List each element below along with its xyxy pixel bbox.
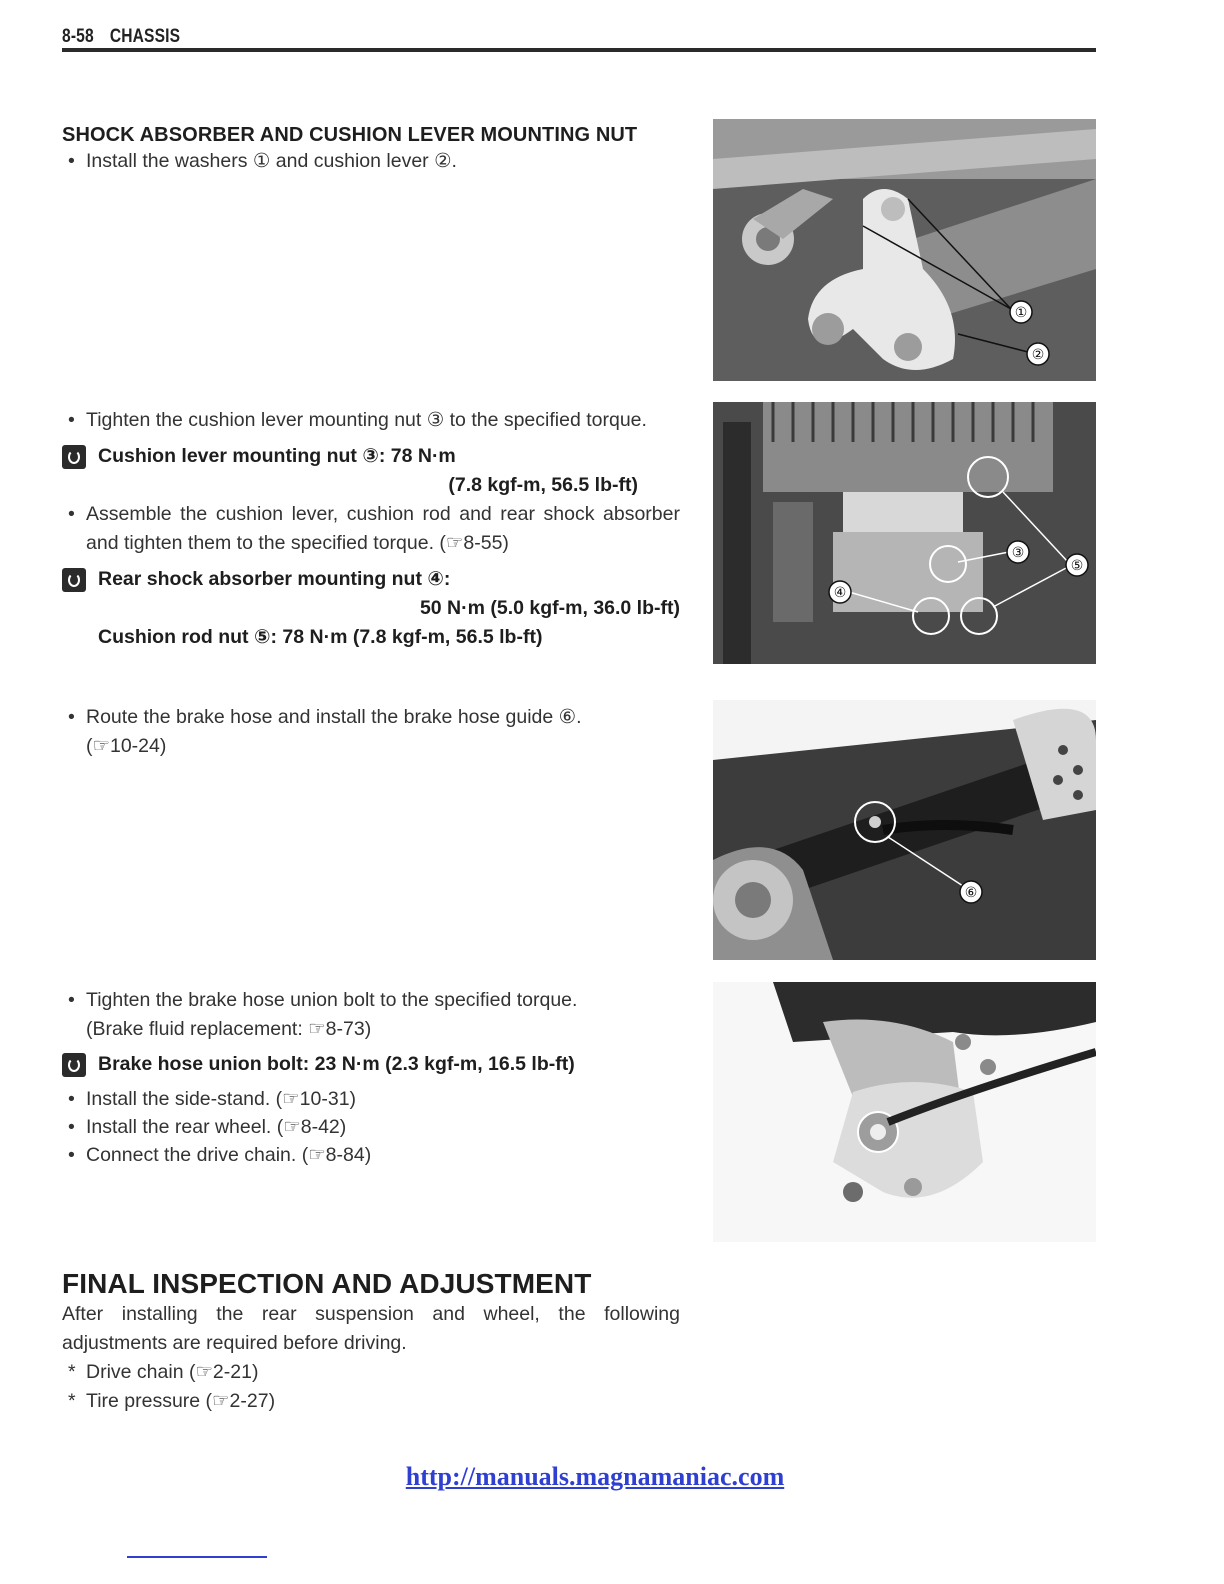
section-torque-block: [62, 406, 680, 652]
footer-website-link[interactable]: http://manuals.magnamaniac.com: [405, 1462, 785, 1491]
step-connect-drive-chain: • Connect the drive chain. (☞8-84): [62, 1141, 680, 1169]
callout-label: ④: [833, 585, 847, 601]
section-union-bolt-block: [62, 986, 680, 1169]
step-assemble-lever: [62, 500, 680, 558]
torque-values: (7.8 kgf-m, 56.5 lb-ft): [448, 474, 638, 496]
section-brake-hose-block: [62, 703, 680, 761]
header-rule: [62, 48, 1096, 52]
step-install-side-stand: • Install the side-stand. (☞10-31): [62, 1085, 680, 1113]
figure-brake-hose-guide-photo: [713, 700, 1096, 960]
page-header: [62, 26, 910, 48]
callout-label: ①: [1014, 305, 1028, 321]
section-intro: After installing the rear suspension and wheel, the following adjustments are required before driving.: [62, 1303, 680, 1354]
section-title: FINAL INSPECTION AND ADJUSTMENT: [62, 1268, 592, 1299]
section-final-inspection: [62, 1268, 680, 1416]
step-tighten-union-bolt: • Tighten the brake hose union bolt to the specified torque.: [62, 986, 680, 1015]
torque-label: Rear shock absorber mounting nut ④:: [98, 568, 451, 590]
torque-values: 50 N·m (5.0 kgf-m, 36.0 lb-ft): [419, 597, 680, 619]
reference-link[interactable]: (☞10-24): [86, 735, 167, 757]
section-shock-title-block: [62, 124, 680, 176]
footer-rule: [127, 1556, 267, 1558]
torque-spec-shock-nut: [62, 565, 680, 623]
torque-spec-rod-nut: Cushion rod nut ⑤: 78 N·m (7.8 kgf-m, 56.5 lb-ft): [98, 626, 543, 648]
torque-spec-union-bolt: [62, 1050, 680, 1079]
torque-label: Brake hose union bolt: 23 N·m (2.3 kgf-m, 16.5 lb-ft): [98, 1053, 575, 1075]
photo-illustration: [713, 119, 1096, 381]
list-item: * Drive chain (☞2-21): [62, 1358, 680, 1387]
step-route-brake-hose: • Route the brake hose and install the brake hose guide ⑥.: [62, 703, 680, 732]
figure-cushion-lever-photo: [713, 119, 1096, 381]
page-number: 8-58: [62, 26, 94, 47]
torque-label: Cushion lever mounting nut ③: 78 N·m: [98, 445, 456, 467]
photo-illustration: [713, 700, 1096, 960]
callout-label: ⑤: [1070, 558, 1084, 574]
reference-link[interactable]: (☞8-55): [439, 532, 509, 554]
step-text: Assemble the cushion lever, cushion rod and rear shock absorber and tighten them to the specified torque.: [86, 503, 680, 554]
photo-illustration: [713, 982, 1096, 1242]
step-install-washers: • Install the washers ① and cushion lever ②.: [62, 147, 680, 176]
callout-label: ②: [1031, 347, 1045, 363]
step-install-rear-wheel: • Install the rear wheel. (☞8-42): [62, 1113, 680, 1141]
torque-wrench-icon: [62, 445, 86, 469]
section-title: SHOCK ABSORBER AND CUSHION LEVER MOUNTING NUT: [62, 124, 638, 146]
list-item: * Tire pressure (☞2-27): [62, 1387, 680, 1416]
photo-illustration: [713, 402, 1096, 664]
callout-label: ③: [1011, 545, 1025, 561]
torque-wrench-icon: [62, 1053, 86, 1077]
torque-wrench-icon: [62, 568, 86, 592]
reference-link[interactable]: (Brake fluid replacement: ☞8-73): [86, 1018, 372, 1040]
chapter-title: CHASSIS: [109, 26, 181, 47]
callout-label: ⑥: [964, 885, 978, 901]
step-tighten-lever-nut: • Tighten the cushion lever mounting nut ③ to the specified torque.: [62, 406, 680, 435]
figure-union-bolt-photo: [713, 982, 1096, 1242]
figure-shock-absorber-photo: [713, 402, 1096, 664]
torque-spec-lever-nut: [62, 442, 680, 500]
